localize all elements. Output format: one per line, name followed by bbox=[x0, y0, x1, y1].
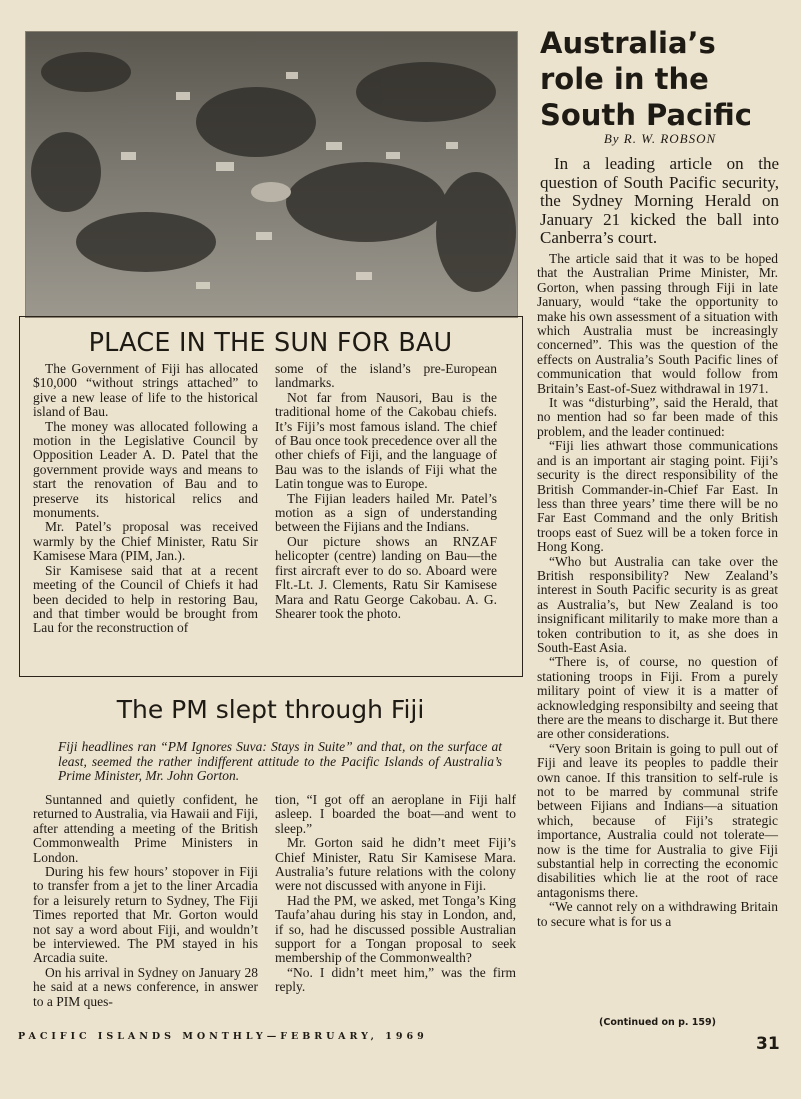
headline-line: role in the bbox=[540, 62, 709, 96]
continued-note: (Continued on p. 159) bbox=[599, 1017, 716, 1028]
paragraph: “There is, of course, no question of stationing troops in Fiji. From a purely military point of view it is a matter of acknowledging responsibilty and seeing that there are the means to discharge it. But there are other considerations. bbox=[537, 654, 778, 742]
paragraph: Mr. Patel’s proposal was received warmly by the Chief Minister, Ratu Sir Kamisese Mara (PIM, Jan.). bbox=[33, 519, 258, 564]
paragraph: The Government of Fiji has allocated $10,000 “without strings attached” to give a new lease of life to the historical island of Bau. bbox=[33, 361, 258, 420]
headline-line: South Pacific bbox=[540, 98, 752, 132]
page-number: 31 bbox=[756, 1034, 780, 1054]
paragraph: It was “disturbing”, said the Herald, that no mention had so far been made of this problem, and the leader continued: bbox=[537, 395, 778, 439]
bau-column-1 bbox=[33, 362, 258, 636]
paragraph: “Who but Australia can take over the British responsibility? New Zealand’s interest in South Pacific security is as great as Australia’s, but New Zealand is too insignificant militarily to make more than a token contribution to it, as she does in South-East Asia. bbox=[537, 553, 778, 655]
paragraph: “No. I didn’t meet him,” was the firm reply. bbox=[275, 964, 516, 995]
paragraph: Sir Kamisese said that at a recent meeting of the Council of Chiefs it had been decided to help in restoring Bau, and that timber would be brought from Lau for the reconstruction of bbox=[33, 562, 258, 636]
lead-paragraph bbox=[540, 155, 779, 248]
paragraph: “We cannot rely on a withdrawing Britain to secure what is for us a bbox=[537, 899, 778, 929]
paragraph: On his arrival in Sydney on January 28 he said at a news conference, in answer to a PIM ques- bbox=[33, 964, 258, 1009]
pm-column-1 bbox=[33, 793, 258, 1009]
paragraph: Mr. Gorton said he didn’t meet Fiji’s Chief Minister, Ratu Sir Kamisese Mara. Australia’s future relations with the colony were not discussed with anyone in Fiji. bbox=[275, 835, 516, 894]
pm-headline: The PM slept through Fiji bbox=[116, 695, 425, 724]
bau-column-2 bbox=[275, 362, 497, 621]
pm-column-2 bbox=[275, 793, 516, 995]
aerial-photo bbox=[25, 31, 518, 318]
paragraph: “Fiji lies athwart those communications and is an important air staging point. Fiji’s security is the direct responsibility of the British Commander-in-Chief Far East. In less than three years’ time there will be no Far East Command and the only British troops east of Suez will be a token force in Hong Kong. bbox=[537, 438, 778, 555]
paragraph: Not far from Nausori, Bau is the traditional home of the Cakobau chiefs. It’s Fiji’s most famous island. The chief of Bau once took precedence over all the other chiefs of Fiji, and the language of Bau was to the islands of Fiji what the Latin tongue was to Europe. bbox=[275, 389, 497, 492]
paragraph: Had the PM, we asked, met Tonga’s King Taufa’ahau during his stay in London, and, if so, had he discussed possible Australian support for a Tongan proposal to seek membership of the Commonwealth? bbox=[275, 892, 516, 966]
australia-headline bbox=[540, 25, 780, 133]
paragraph: The Fijian leaders hailed Mr. Patel’s motion as a sign of understanding between the Fijians and the Indians. bbox=[275, 490, 497, 535]
paragraph: tion, “I got off an aeroplane in Fiji half asleep. I boarded the boat—and went to sleep.” bbox=[275, 792, 516, 836]
lead-text: In a leading article on the question of South Pacific security, the Sydney Morning Herald on January 21 kicked the ball into Canberra’s court. bbox=[540, 154, 779, 248]
paragraph: some of the island’s pre-European landmarks. bbox=[275, 361, 497, 391]
paragraph: Our picture shows an RNZAF helicopter (centre) landing on Bau—the first aircraft ever to do so. Aboard were Flt.-Lt. J. Clements, Ratu Sir Kamisese Mara and Ratu George Cakobau. A. G. Shearer took the photo. bbox=[275, 533, 497, 621]
paragraph: Suntanned and quietly confident, he returned to Australia, via Hawaii and Fiji, after attending a meeting of the British Commonwealth Prime Ministers in London. bbox=[33, 792, 258, 865]
pm-dek: Fiji headlines ran “PM Ignores Suva: Stays in Suite” and that, on the surface at least, seemed the rather indifferent attitude to the Pacific Islands of Australia’s Prime Minister, Mr. John Gorton. bbox=[58, 739, 502, 784]
paragraph: During his few hours’ stopover in Fiji to transfer from a jet to the liner Arcadia for a leisurely return to Sydney, The Fiji Times reported that Mr. Gorton would not say a word about Fiji, and wouldn’t be interviewed. The PM stayed in his Arcadia suite. bbox=[33, 864, 258, 966]
bau-headline: PLACE IN THE SUN FOR BAU bbox=[88, 328, 453, 358]
paragraph: The article said that it was to be hoped that the Australian Prime Minister, Mr. Gorton, when passing through Fiji in late January, would “take the opportunity to make his own assessment of a situation with which Australia must be increasingly concerned”. This was the question of the effects on Australia’s South Pacific lines of communication that would follow from Britain’s East-of-Suez withdrawal in 1971. bbox=[537, 251, 778, 396]
masthead-footer: PACIFIC ISLANDS MONTHLY—FEBRUARY, 1969 bbox=[18, 1031, 428, 1042]
headline-line: Australia’s bbox=[540, 26, 716, 60]
australia-body bbox=[537, 252, 778, 929]
byline: By R. W. ROBSON bbox=[603, 131, 717, 146]
paragraph: “Very soon Britain is going to pull out of Fiji and leave its peoples to paddle their own canoe. If this transition to self-rule is not to be marred by communal strife between Fijians and Indians—a situation which, because of Fiji’s strategic importance, Australia could not tolerate—now is the time for Australia to give Fiji substantial help in correcting the economic disabilities which lie at the root of race antagonisms there. bbox=[537, 740, 778, 900]
paragraph: The money was allocated following a motion in the Legislative Council by Opposition Leader A. D. Patel that the government provide ways and means to start the renovation of Bau and to preserve its historical relics and monuments. bbox=[33, 418, 258, 521]
